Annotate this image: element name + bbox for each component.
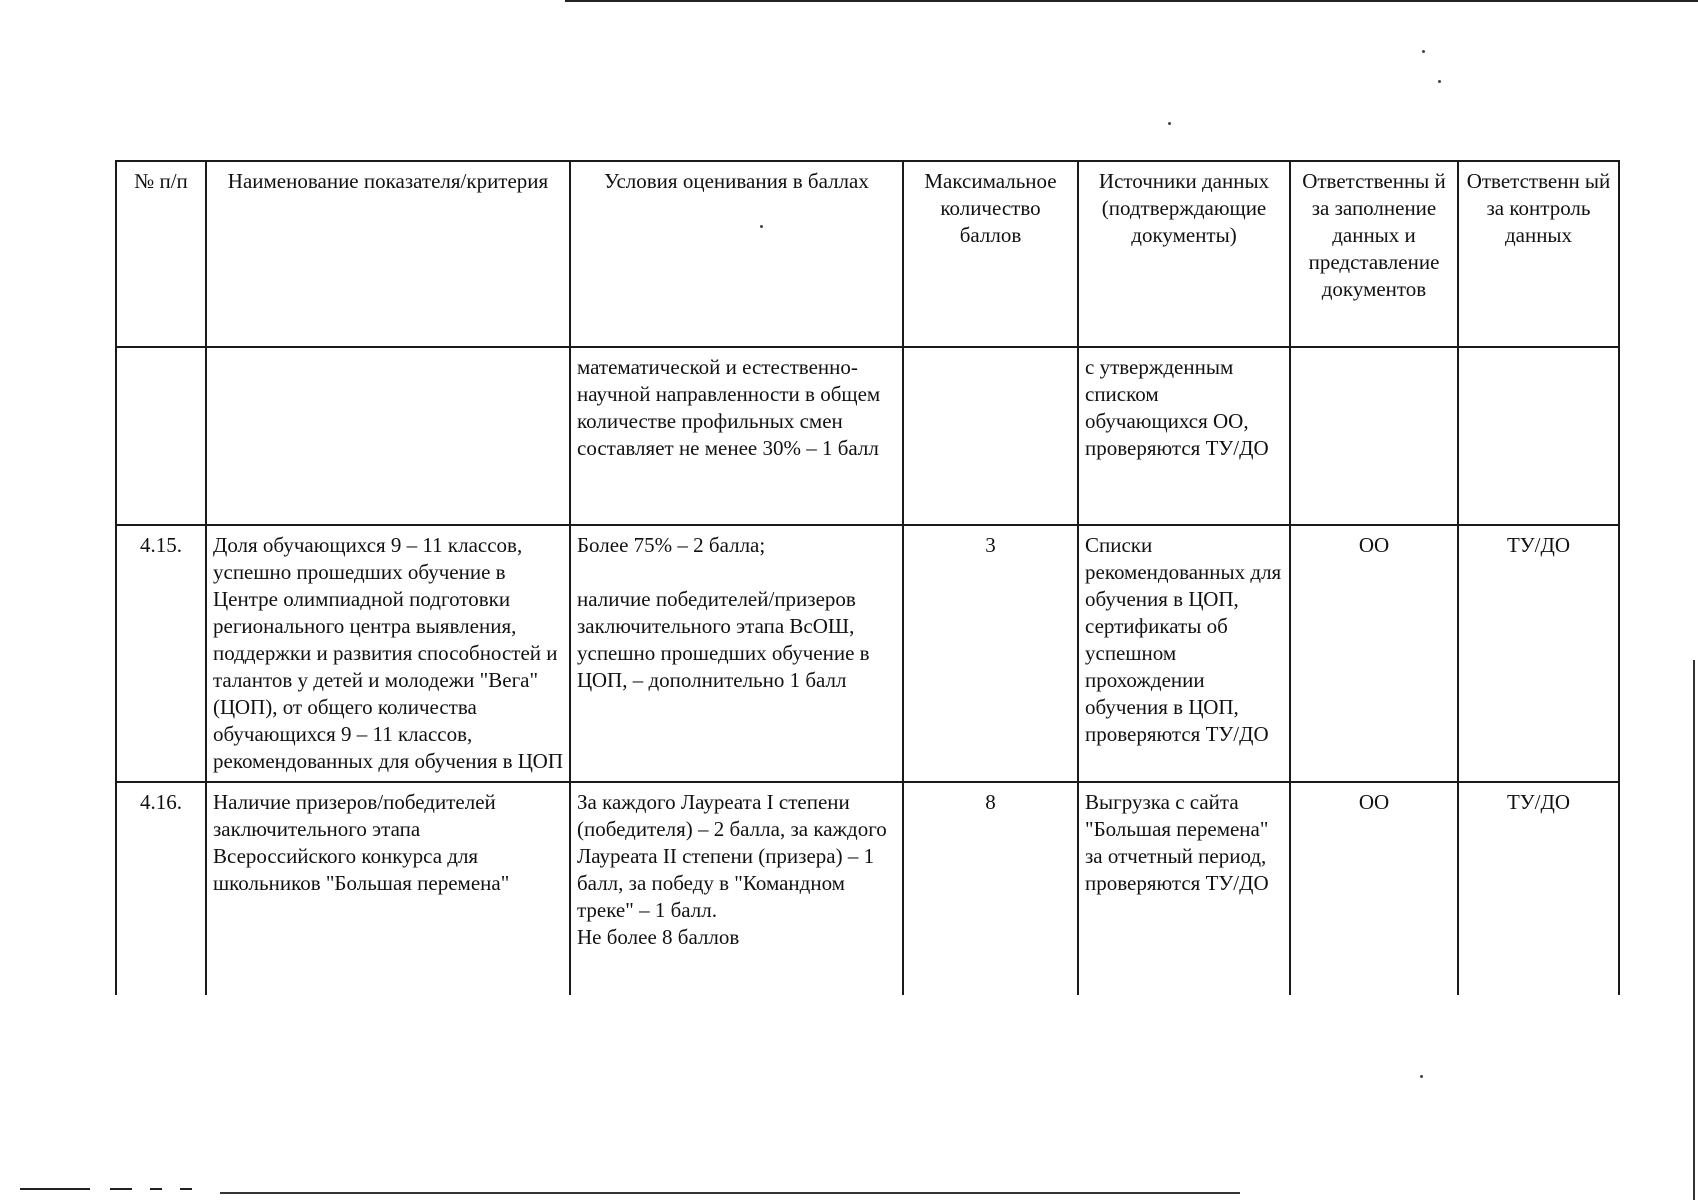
scan-border-top <box>565 0 1698 2</box>
row-data-sources: Списки рекомендованных для обучения в ЦОП, сертификаты об успешном прохождении обучения в ЦОП, проверяются ТУ/ДО <box>1078 525 1290 782</box>
scan-border-right <box>1693 660 1695 1200</box>
criteria-table <box>115 160 1620 995</box>
row-conditions: За каждого Лауреата I степени (победителя) – 2 балла, за каждого Лауреата II степени (призера) – 1 балл, за победу в "Командном треке" – 1 балл. Не более 8 баллов <box>570 782 903 995</box>
row-conditions: Более 75% – 2 балла; наличие победителей/призеров заключительного этапа ВсОШ, успешно прошедших обучение в ЦОП, – дополнительно 1 балл <box>570 525 903 782</box>
table-row <box>116 525 1619 782</box>
table-header-row <box>116 161 1619 347</box>
row-conditions: математической и естественно-научной направленности в общем количестве профильных смен составляет не менее 30% – 1 балл <box>570 347 903 525</box>
table-row <box>116 782 1619 995</box>
header-control: Ответственн ый за контроль данных <box>1458 161 1619 347</box>
row-criterion-name: Доля обучающихся 9 – 11 классов, успешно прошедших обучение в Центре олимпиадной подготовки регионального центра выявления, поддержки и развития способностей и талантов у детей и молодежи "Вега" (ЦОП), от общего количества обучающихся 9 – 11 классов, рекомендованных для обучения в ЦОП <box>206 525 570 782</box>
header-responsible: Ответственны й за заполнение данных и представление документов <box>1290 161 1458 347</box>
row-criterion-name: Наличие призеров/победителей заключительного этапа Всероссийского конкурса для школьников "Большая перемена" <box>206 782 570 995</box>
row-max-points: 8 <box>903 782 1078 995</box>
row-data-sources: Выгрузка с сайта "Большая перемена" за отчетный период, проверяются ТУ/ДО <box>1078 782 1290 995</box>
scan-speck <box>1422 50 1425 53</box>
row-max-points <box>903 347 1078 525</box>
row-number: 4.16. <box>116 782 206 995</box>
row-control <box>1458 347 1619 525</box>
header-conditions: Условия оценивания в баллах <box>570 161 903 347</box>
header-max-points: Максимальное количество баллов <box>903 161 1078 347</box>
row-max-points: 3 <box>903 525 1078 782</box>
scan-speck <box>1168 122 1171 125</box>
row-control: ТУ/ДО <box>1458 525 1619 782</box>
scan-dash <box>180 1188 192 1190</box>
scan-dash <box>20 1188 90 1190</box>
header-criterion-name: Наименование показателя/критерия <box>206 161 570 347</box>
scan-speck <box>1438 80 1441 83</box>
row-responsible: ОО <box>1290 525 1458 782</box>
table-row <box>116 347 1619 525</box>
row-responsible <box>1290 347 1458 525</box>
row-data-sources: с утвержденным списком обучающихся ОО, проверяются ТУ/ДО <box>1078 347 1290 525</box>
scan-dash <box>150 1188 162 1190</box>
row-criterion-name <box>206 347 570 525</box>
scan-border-bottom <box>220 1192 1240 1194</box>
row-control: ТУ/ДО <box>1458 782 1619 995</box>
row-number: 4.15. <box>116 525 206 782</box>
row-number <box>116 347 206 525</box>
scan-speck <box>1420 1075 1423 1078</box>
scan-dash <box>110 1188 132 1190</box>
header-data-sources: Источники данных (подтверждающие документы) <box>1078 161 1290 347</box>
row-responsible: ОО <box>1290 782 1458 995</box>
header-number: № п/п <box>116 161 206 347</box>
